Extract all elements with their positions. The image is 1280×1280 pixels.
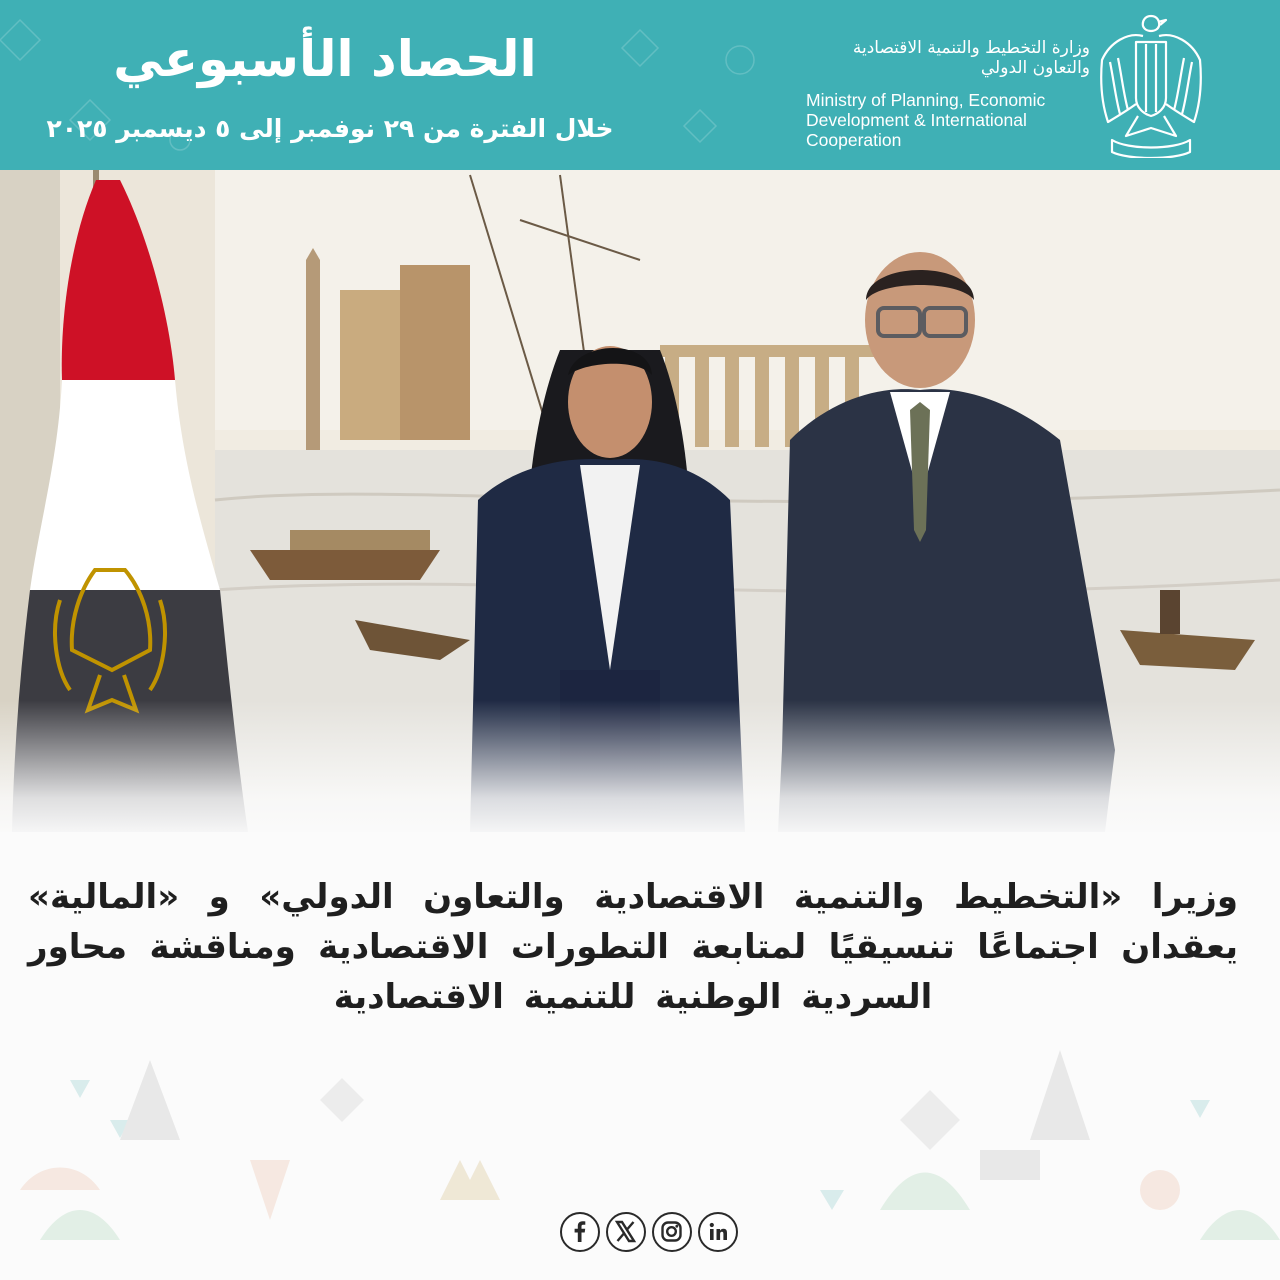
ministry-en-line-2: Development & International xyxy=(806,110,1027,130)
ministry-name-ar xyxy=(800,38,1090,78)
ministry-name-en xyxy=(806,90,1096,150)
headline: وزيرا «التخطيط والتنمية الاقتصادية والتعاون الدولي» و «المالية» يعقدان اجتماعًا تنسيقيًا لمتابعة التطورات الاقتصادية ومناقشة محاور السردية الوطنية للتنمية الاقتصادية xyxy=(28,877,1238,1017)
recap-title: الحصاد الأسبوعي xyxy=(113,30,537,88)
period-text: خلال الفترة من ٢٩ نوفمبر إلى ٥ ديسمبر ٢٠٢٥ xyxy=(46,114,614,143)
ministry-ar-line-1: وزارة التخطيط والتنمية الاقتصادية xyxy=(852,38,1090,58)
social-links xyxy=(560,1212,740,1256)
linkedin-icon[interactable] xyxy=(698,1212,738,1252)
photo-fade xyxy=(0,700,1280,840)
ministry-ar-line-2: والتعاون الدولي xyxy=(980,58,1090,78)
ministry-en-line-1: Ministry of Planning, Economic xyxy=(806,90,1046,110)
eagle-emblem-icon xyxy=(1098,12,1204,158)
header-band xyxy=(0,0,1280,170)
facebook-icon[interactable] xyxy=(560,1212,600,1252)
x-icon[interactable] xyxy=(606,1212,646,1252)
instagram-icon[interactable] xyxy=(652,1212,692,1252)
ministry-en-line-3: Cooperation xyxy=(806,130,902,150)
